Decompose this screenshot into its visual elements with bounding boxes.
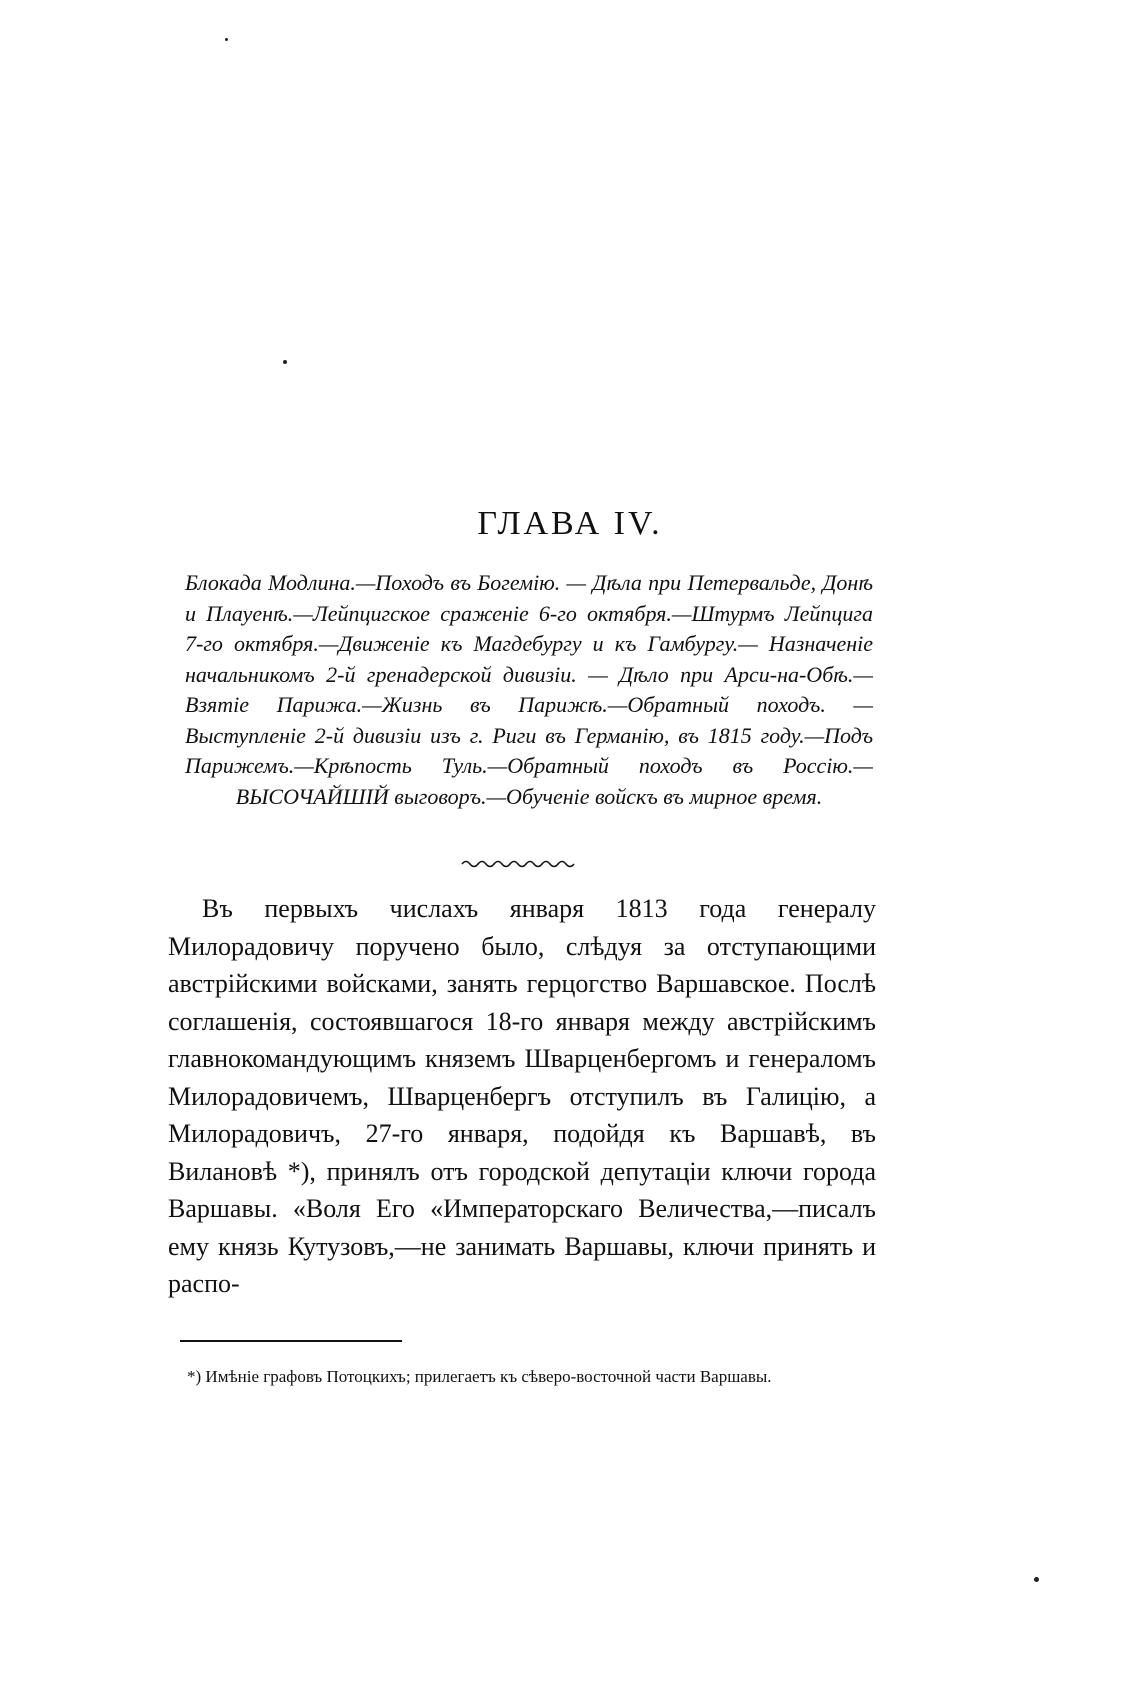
body-paragraph: Въ первыхъ числахъ января 1813 года генералу Милорадовичу поручено было, слѣдуя за отступающими австрійскими войсками, занять герцогство Варшавское. Послѣ соглашенія, состоявшагося 18-го января между австрійскимъ главнокомандующимъ княземъ Шварценбергомъ и генераломъ Милорадовичемъ, Шварценбергъ отступилъ въ Галицію, а Милорадовичъ, 27-го января, подойдя къ Варшавѣ, въ Вилановѣ *), принялъ отъ городской депутаціи ключи города Варшавы. «Воля Его «Императорскаго Величества,—писалъ ему князь Кутузовъ,—не занимать Варшавы, ключи принять и распо- <box>168 894 876 1298</box>
ink-speck <box>283 360 287 364</box>
ink-speck <box>1034 1577 1039 1582</box>
chapter-summary: Блокада Модлина.—Походъ въ Богемію. — Дѣла при Петервальде, Донѣ и Плауенѣ.—Лейпцигское сраженіе 6-го октября.—Штурмъ Лейпцига 7-го октября.—Движеніе къ Магдебургу и къ Гамбургу.— Назначеніе начальникомъ 2-й гренадерской дивизіи. — Дѣло при Арси-на-Обѣ.—Взятіе Парижа.—Жизнь въ Парижѣ.—Обратный походъ. — Выступленіе 2-й дивизіи изъ г. Риги въ Германію, въ 1815 году.—Подъ Парижемъ.—Крѣпость Туль.—Обратный походъ въ Россію.—ВЫСОЧАЙШІЙ выговоръ.—Обученіе войскъ въ мирное время. <box>185 570 873 809</box>
footnote-divider <box>180 1340 402 1342</box>
footnote: *) Имѣніе графовъ Потоцкихъ; прилегаетъ къ сѣверо-восточной части Варшавы. <box>187 1367 772 1386</box>
wavy-divider-ornament <box>460 856 576 872</box>
chapter-title: ГЛАВА IV. <box>477 505 663 542</box>
ink-speck <box>225 38 228 41</box>
